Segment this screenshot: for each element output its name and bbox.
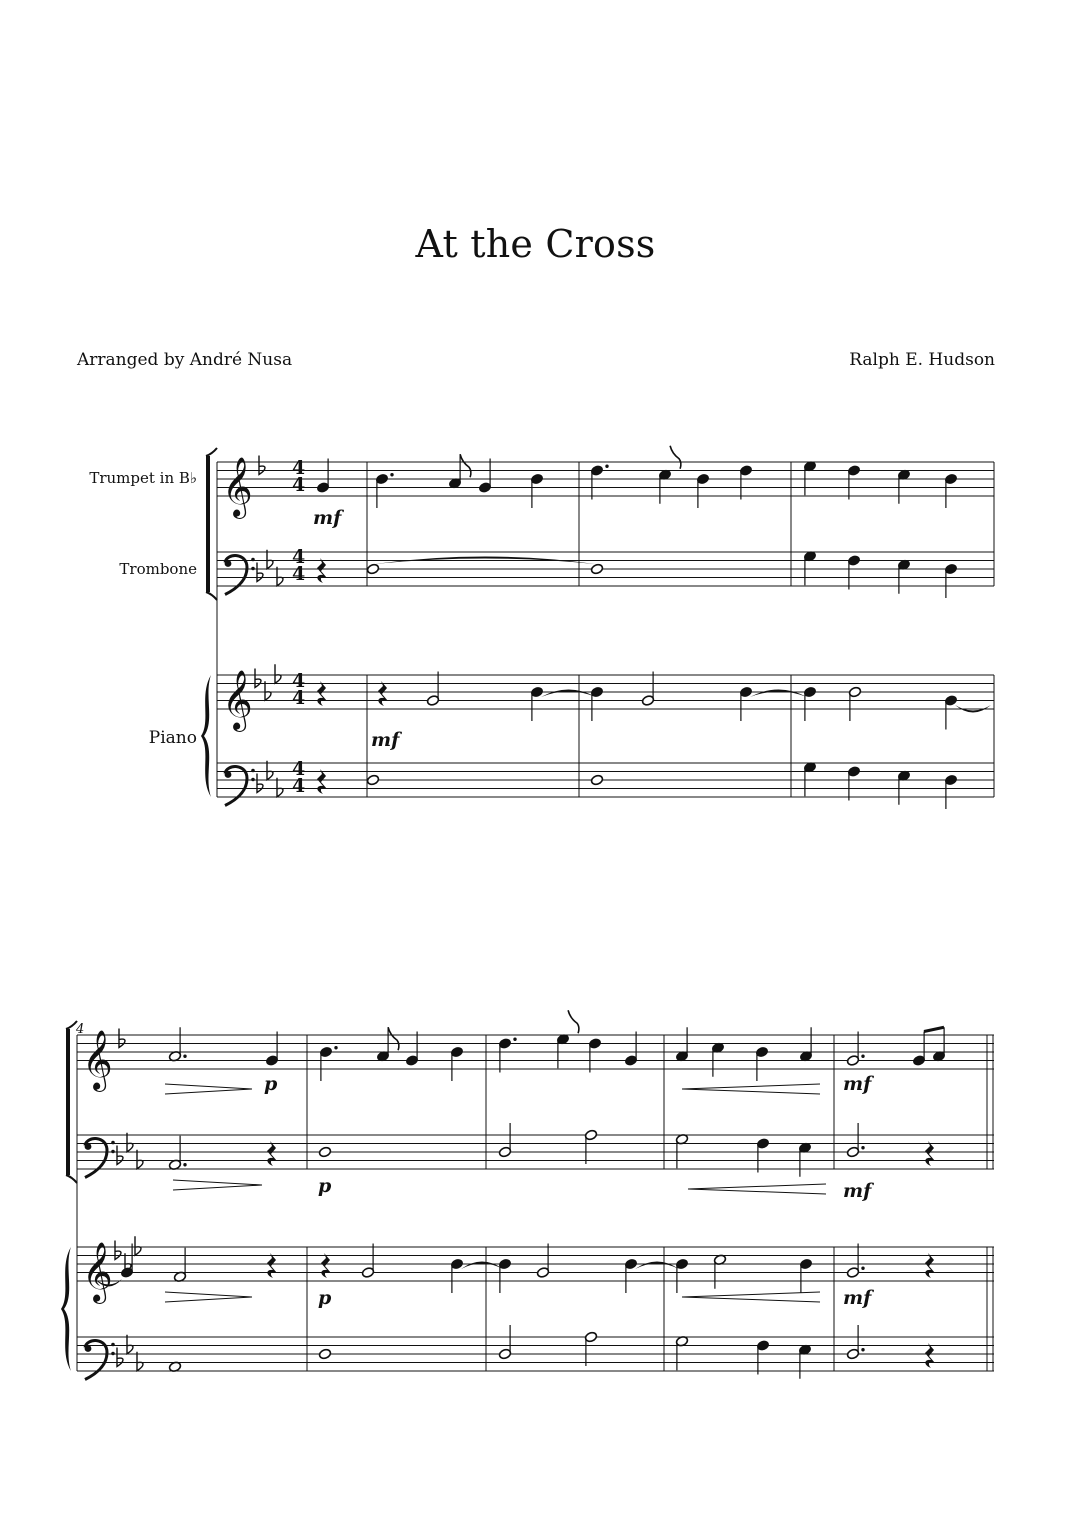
bass-clef-dot <box>111 1141 115 1145</box>
arranger-credit: Arranged by André Nusa <box>77 350 293 370</box>
bass-clef-dot <box>225 771 232 778</box>
dot <box>513 1038 516 1041</box>
dot <box>861 1055 864 1058</box>
quarter-rest <box>317 558 327 583</box>
bass-clef-dot <box>111 1343 115 1347</box>
flat-sign <box>117 1348 123 1367</box>
dot <box>390 473 393 476</box>
piano-brace <box>201 675 211 797</box>
dot <box>183 1163 186 1166</box>
score-title: At the Cross <box>415 222 656 266</box>
dynamic-mark: mf <box>371 729 400 751</box>
flat-sign <box>119 1029 125 1048</box>
dot <box>183 1055 186 1058</box>
bass-clef-dot <box>111 1150 115 1154</box>
quarter-rest <box>321 1253 331 1278</box>
note-head <box>366 774 379 786</box>
treble-clef-icon: 𝄞 <box>82 1242 113 1302</box>
time-sig-num-piano-rh: 4 <box>292 670 306 692</box>
dynamic-mark: mf <box>313 507 342 529</box>
bracket-hook <box>206 448 217 456</box>
tie <box>541 690 596 698</box>
crescendo-hairpin <box>682 1292 820 1297</box>
bass-clef-dot <box>111 1352 115 1356</box>
dynamic-mark: p <box>318 1175 332 1197</box>
flat-sign <box>127 1133 133 1152</box>
measure-number: 4 <box>76 1022 85 1037</box>
time-sig-num-trumpet: 4 <box>292 457 306 479</box>
time-signature-system-1 <box>292 457 305 797</box>
quarter-rest <box>267 1141 277 1166</box>
decrescendo-hairpin <box>165 1297 252 1302</box>
quarter-rest <box>317 769 327 794</box>
dot <box>861 1348 864 1351</box>
quarter-rest <box>378 681 388 706</box>
tie <box>750 690 807 698</box>
bass-clef-dot <box>251 778 255 782</box>
crescendo-hairpin <box>688 1189 826 1194</box>
flat-sign <box>259 456 265 475</box>
time-sig-num-trombone: 4 <box>292 546 306 568</box>
bass-clef-dot <box>85 1143 92 1150</box>
time-sig-num-piano-lh: 4 <box>292 758 306 780</box>
quarter-rest <box>267 1253 277 1278</box>
instrument-label-trombone: Trombone <box>119 560 197 578</box>
flat-sign <box>127 1335 133 1354</box>
note-head <box>366 563 379 575</box>
flat-sign <box>275 664 281 683</box>
decrescendo-hairpin <box>173 1185 262 1190</box>
quarter-rest <box>925 1343 935 1368</box>
flat-sign <box>135 1236 141 1255</box>
dynamic-mark: p <box>318 1287 332 1309</box>
treble-clef-icon: 𝄞 <box>222 457 253 517</box>
composer-credit: Ralph E. Hudson <box>849 350 995 370</box>
dynamic-mark: p <box>264 1073 278 1095</box>
notation-layer <box>61 446 994 1380</box>
bass-clef-dot <box>251 769 255 773</box>
quarter-rest <box>925 1253 935 1278</box>
bracket-hook <box>206 592 217 600</box>
bracket-hook <box>66 1175 77 1183</box>
flat-sign <box>137 1150 143 1169</box>
flat-sign <box>257 774 263 793</box>
decrescendo-hairpin <box>165 1089 252 1094</box>
tie <box>635 1262 679 1270</box>
tie <box>461 1262 503 1270</box>
decrescendo-hairpin <box>165 1084 252 1089</box>
quarter-rest <box>317 681 327 706</box>
instrument-label-piano: Piano <box>148 728 197 748</box>
bass-clef-dot <box>85 1345 92 1352</box>
instrument-label-trumpet: Trumpet in B♭ <box>89 469 197 487</box>
note-flag <box>388 1027 399 1050</box>
crescendo-hairpin <box>682 1297 820 1302</box>
flat-sign <box>265 681 271 700</box>
dot <box>861 1146 864 1149</box>
time-sig-den-trombone: 4 <box>292 563 306 585</box>
flat-sign <box>267 761 273 780</box>
piano-brace <box>61 1247 71 1371</box>
bass-clef-dot <box>225 560 232 567</box>
note-head <box>318 1348 331 1360</box>
time-sig-den-piano-rh: 4 <box>292 687 306 709</box>
decrescendo-hairpin <box>173 1180 262 1185</box>
dynamics-layer <box>264 507 874 1309</box>
flat-sign <box>277 567 283 586</box>
time-sig-den-piano-lh: 4 <box>292 775 306 797</box>
crescendo-hairpin <box>682 1089 820 1094</box>
decrescendo-hairpin <box>165 1292 252 1297</box>
dot <box>334 1046 337 1049</box>
bass-clef-dot <box>251 558 255 562</box>
flat-sign <box>255 669 261 688</box>
dynamic-mark: mf <box>843 1180 872 1202</box>
crescendo-hairpin <box>682 1084 820 1089</box>
crescendo-hairpin <box>688 1184 826 1189</box>
note-flag <box>670 446 681 469</box>
flat-sign <box>267 550 273 569</box>
flat-sign <box>117 1146 123 1165</box>
flat-sign <box>137 1352 143 1371</box>
note-head <box>590 563 603 575</box>
flat-sign <box>277 778 283 797</box>
time-sig-den-trumpet: 4 <box>292 474 306 496</box>
note-flag <box>460 454 471 477</box>
note-head <box>318 1146 331 1158</box>
note-flag <box>568 1010 579 1033</box>
treble-clef-icon: 𝄞 <box>82 1030 113 1090</box>
treble-clef-icon: 𝄞 <box>222 670 253 730</box>
dynamic-mark: mf <box>843 1073 872 1095</box>
flat-sign <box>257 563 263 582</box>
note-beam <box>924 1027 944 1031</box>
dot <box>861 1267 864 1270</box>
dot <box>605 465 608 468</box>
bass-clef-dot <box>251 567 255 571</box>
quarter-rest <box>925 1141 935 1166</box>
dynamic-mark: mf <box>843 1287 872 1309</box>
note-head <box>590 774 603 786</box>
flat-sign <box>115 1241 121 1260</box>
